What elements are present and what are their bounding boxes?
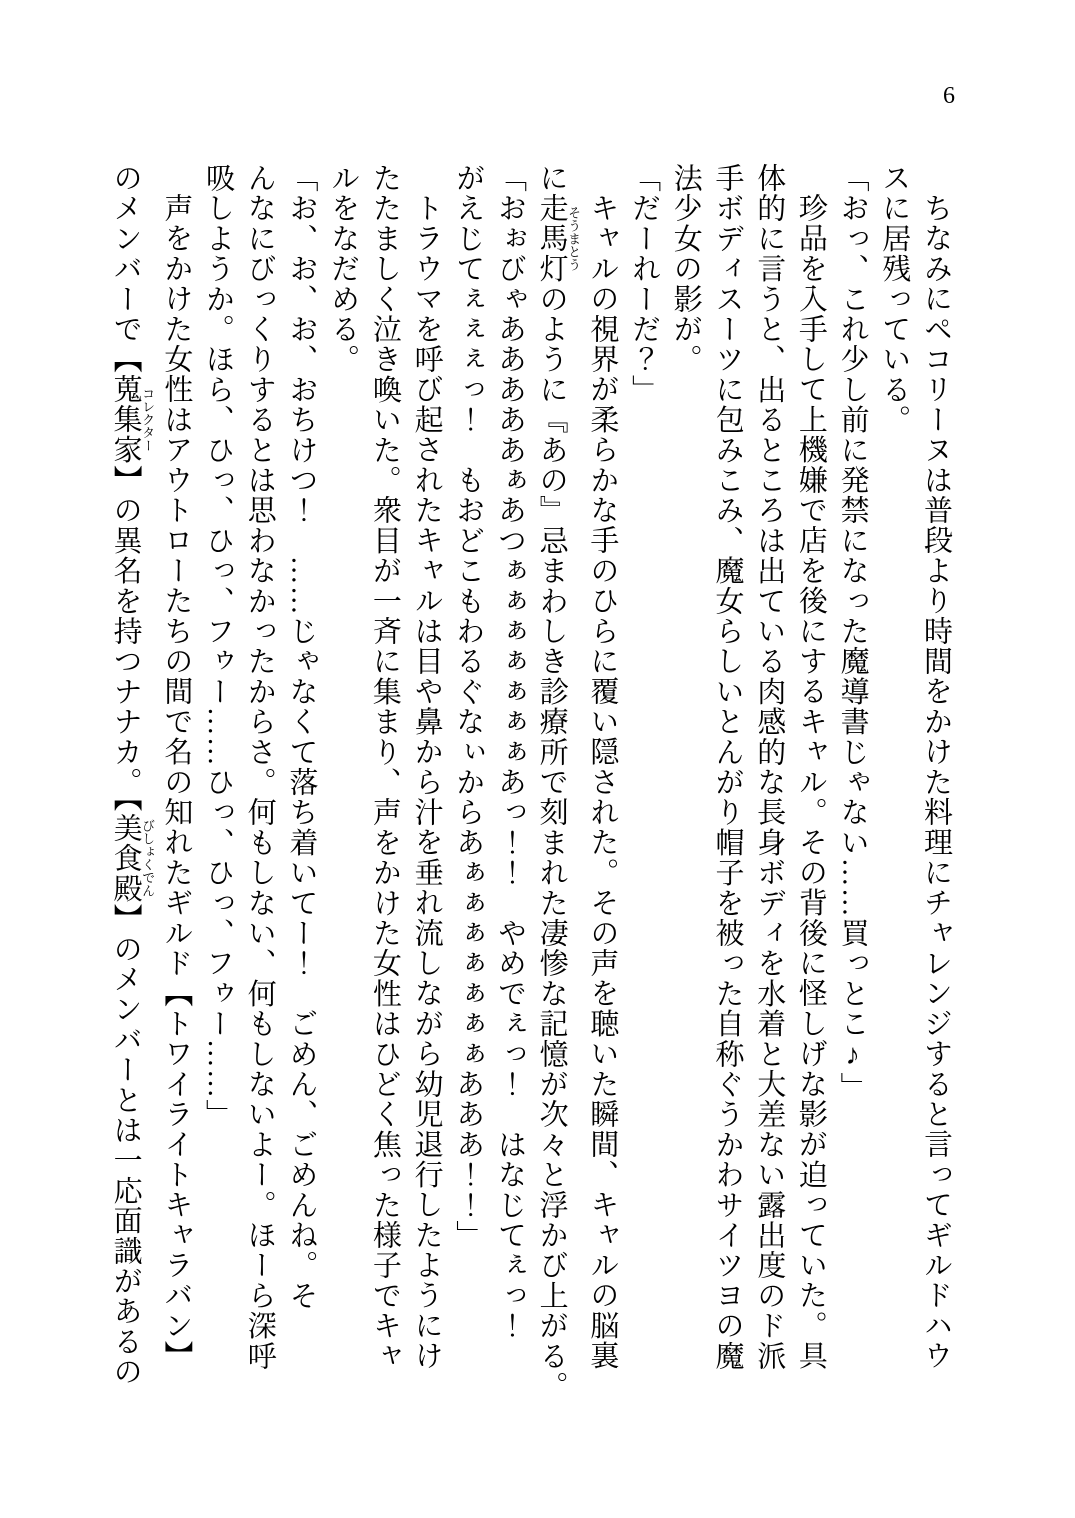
text-line: 珍品を入手して上機嫌で店を後にするキャル。その背後に怪しげな影が迫っていた。具 [794,193,827,1371]
ruby-annotated-word: 美食殿びしょくでん [109,812,156,904]
text-line: 手ボディスーツに包みこみ、魔女らしいとんがり帽子を被った自称ぐうかわサイツヨの魔 [711,163,744,1371]
text-line: 法少女の影が。 [669,163,702,375]
text-line: んなにびっくりするとは思わなかったからさ。何もしない、何もしないよー。ほーら深呼 [243,163,276,1371]
text-line: ルをなだめる。 [327,163,360,375]
text-line: 「だーれーだ？」 [628,163,661,405]
page-number: 6 [943,83,955,109]
text-line: 「おぉびゃあああああぁあつぁぁぁぁぁぁぁあっ！！ やめでぇっ！ はなじてぇっ！ [493,163,526,1341]
text-line: がえじてぇぇぇっ！ もおどこもわるぐなぃからあぁぁぁぁぁぁぁあああ！！」 [452,163,485,1251]
text-line: トラウマを呼び起されたキャルは目や鼻から汁を垂れ流しながら幼児退行したようにけ [410,193,443,1371]
text-line: キャルの視界が柔らかな手のひらに覆い隠された。その声を聴いた瞬間、キャルの脳裏 [586,193,619,1371]
text-line: ちなみにペコリーヌは普段より時間をかけた料理にチャレンジすると言ってギルドハウ [920,193,952,1371]
ruby-annotated-word: 蒐集家コレクター [109,374,156,466]
text-line: 「おっ、これ少し前に発禁になった魔導書じゃない……買っとこ♪」 [836,163,869,1103]
text-line: に走馬灯そうまとうのように『あの』忌まわしき診療所で刻まれた凄惨な記憶が次々と浮かび上がる。 [535,163,582,1402]
text-line: 体的に言うと、出るところは出ている肉感的な長身ボディを水着と大差ない露出度のド派 [753,163,786,1371]
text-line: 吸しようか。ほら、ひっ、ひっ、フゥー……ひっ、ひっ、フゥー……」 [202,163,235,1130]
ruby-annotated-word: 走馬灯そうまとう [535,193,582,284]
text-block [104,163,956,1403]
text-line: たたましく泣き喚いた。衆目が一斉に集まり、声をかけた女性はひどく焦った様子でキャ [368,163,401,1371]
text-line: 声をかけた女性はアウトローたちの間で名の知れたギルド【トワイライトキャラバン】 [160,193,193,1371]
text-line: 「お、お、お、おちけつ！ ……じゃなくて落ち着いてー！ ごめん、ごめんね。そ [285,163,318,1311]
text-line: スに居残っている。 [878,163,911,435]
text-line: のメンバーで【蒐集家コレクター】の異名を持つナナカ。【美食殿びしょくでん】のメンバーとは一応面識があるの [109,163,156,1387]
